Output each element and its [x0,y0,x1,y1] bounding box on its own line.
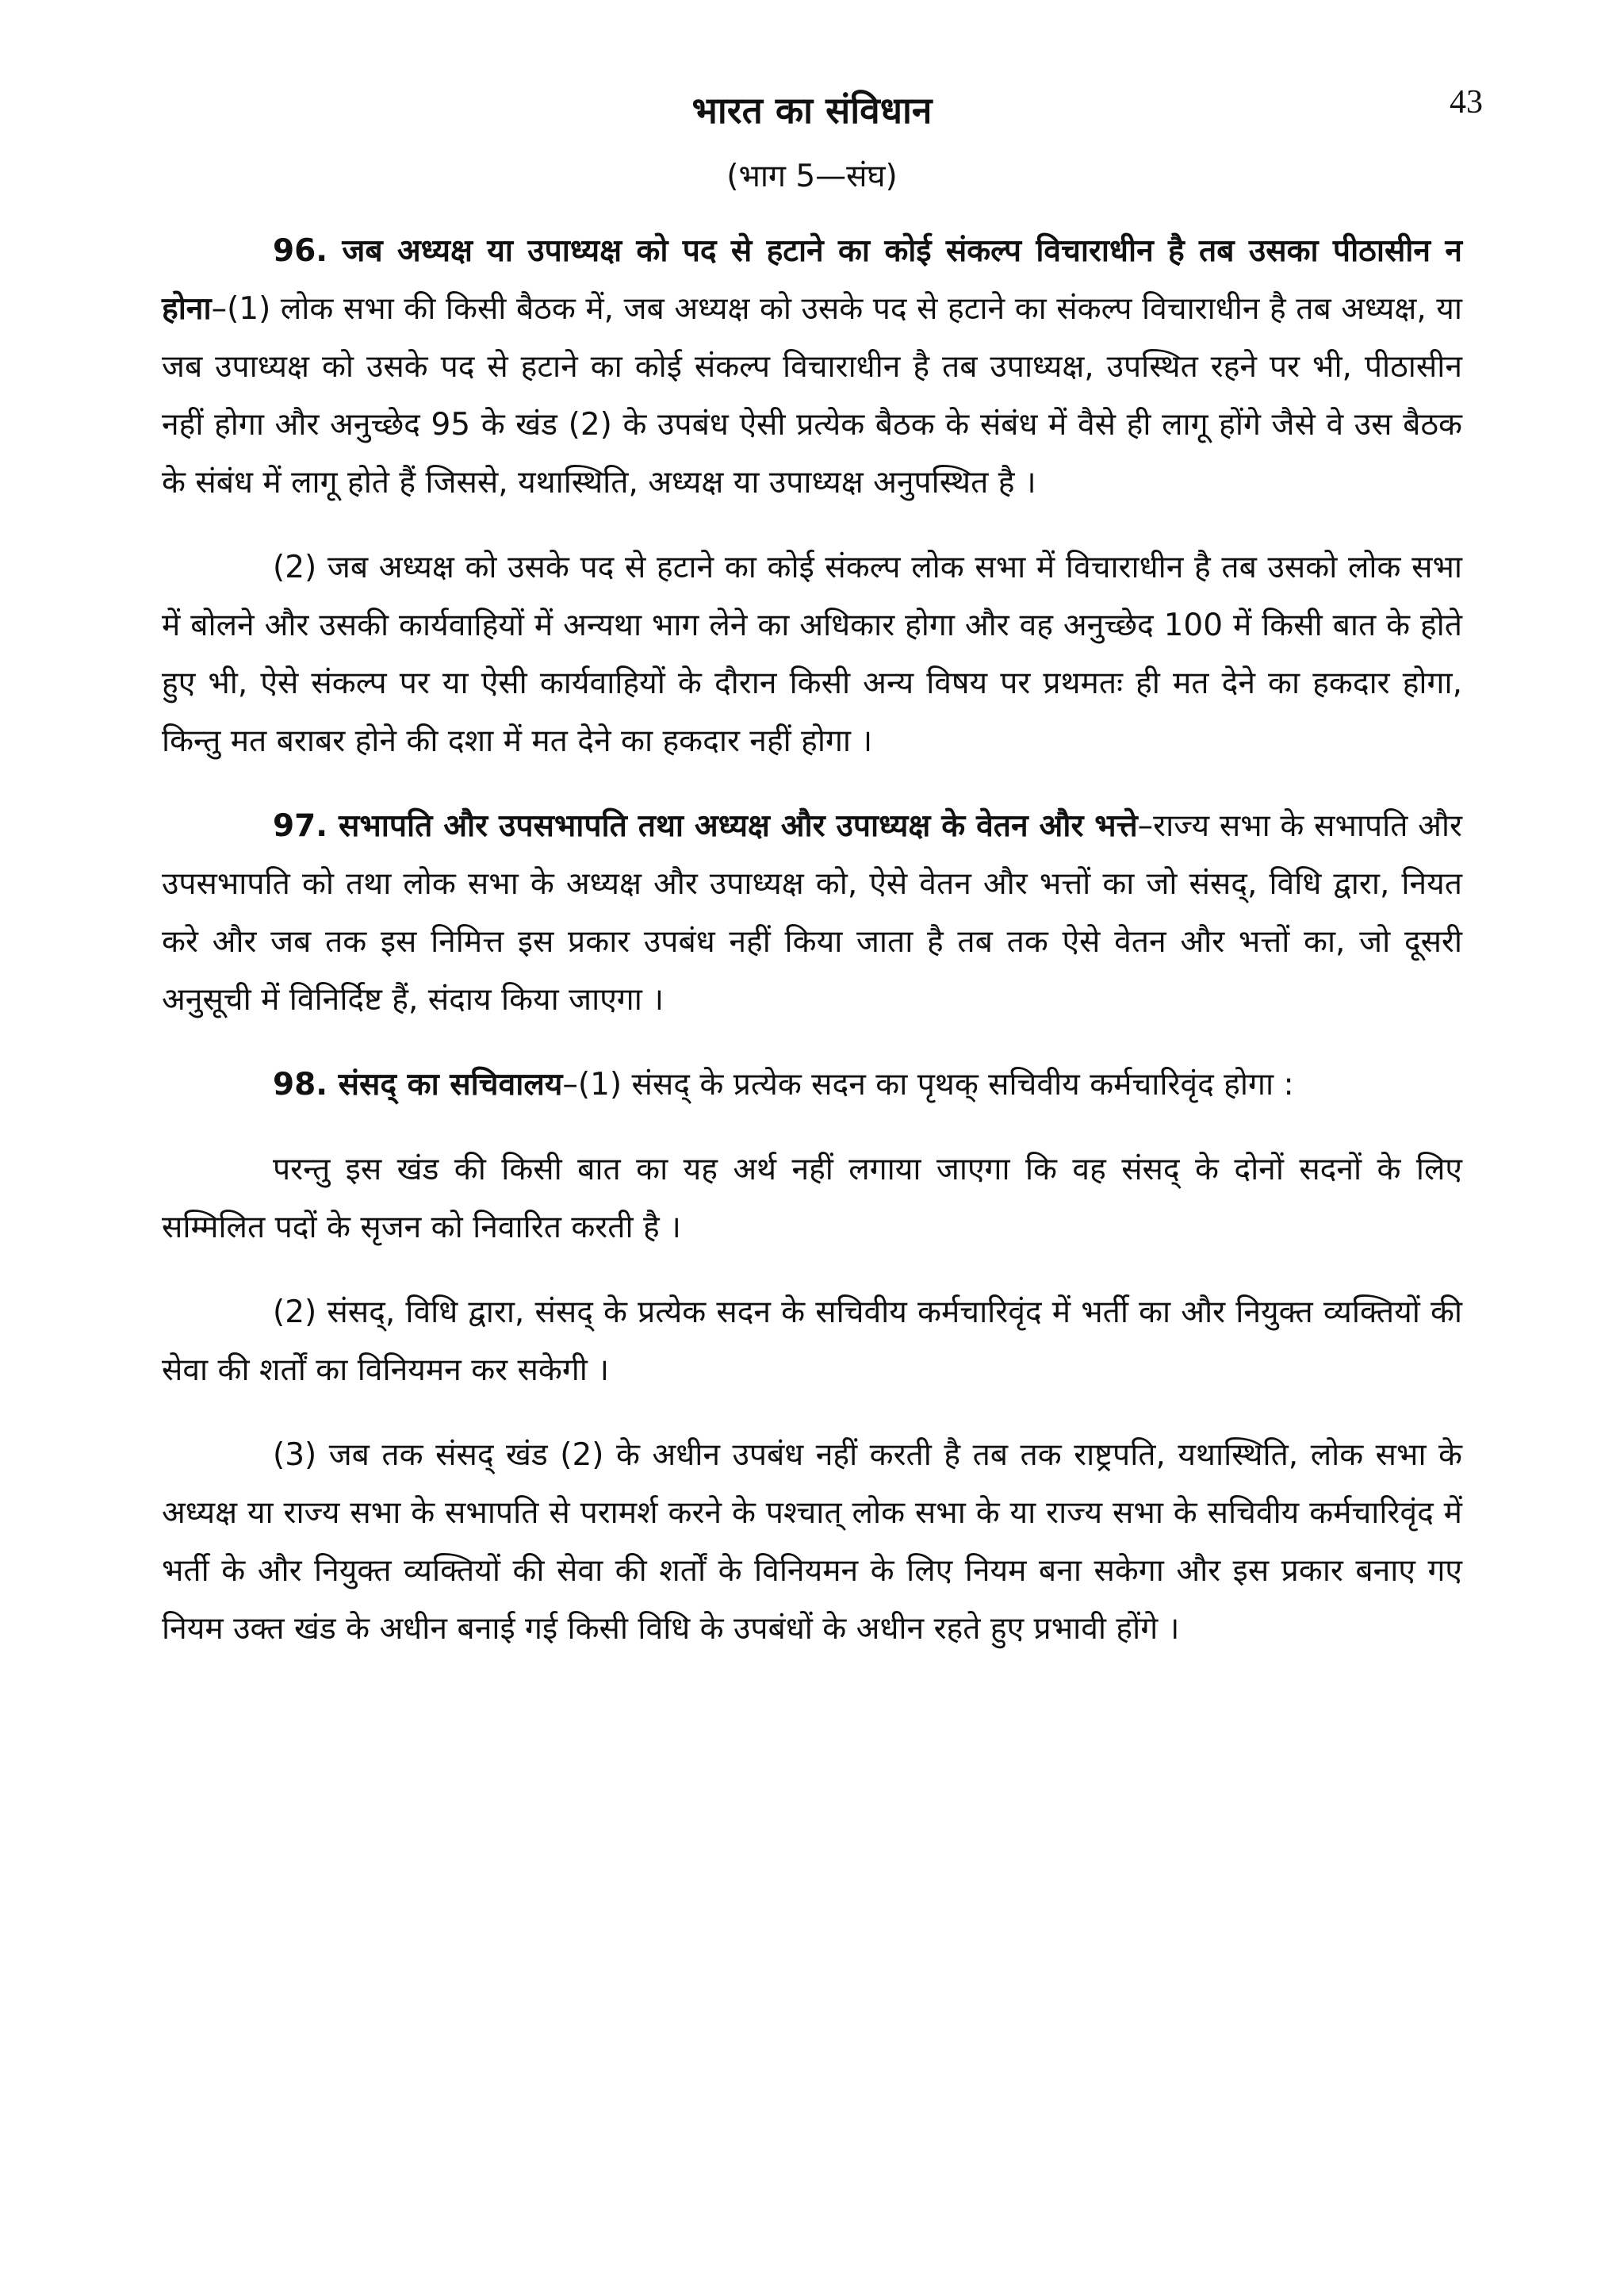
article-97 [162,797,1462,1029]
article-96-heading: 96. जब अध्यक्ष या उपाध्यक्ष को पद से हटाने का कोई संकल्प विचाराधीन है तब उसका पीठासीन न होना [162,233,1462,327]
document-title: भारत का संविधान [691,89,933,132]
document-part-subtitle: (भाग 5—संघ) [726,159,898,194]
page-number: 43 [1450,84,1483,121]
article-96-clause-2 [162,539,1462,770]
article-96-clause-1 [162,222,1462,512]
article-98-clause-3 [162,1426,1462,1658]
article-98-proviso-text: परन्तु इस खंड की किसी बात का यह अर्थ नहीं लगाया जाएगा कि वह संसद् के दोनों सदनों के लिए सम्मिलित पदों के सृजन को निवारित करती है । [162,1152,1462,1245]
article-98-clause-2 [162,1283,1462,1399]
article-97-heading: 97. सभापति और उपसभापति तथा अध्यक्ष और उपाध्यक्ष के वेतन और भत्ते [273,808,1138,844]
article-98-clause-1 [162,1056,1462,1114]
article-97-text: –राज्य सभा के सभापति और उपसभापति को तथा लोक सभा के अध्यक्ष और उपाध्यक्ष को, ऐसे वेतन और भत्तों का जो संसद्, विधि द्वारा, नियत करे और जब तक इस निमित्त इस प्रकार उपबंध नहीं किया जाता है तब तक ऐसे वेतन और भत्तों का, जो दूसरी अनुसूची में विनिर्दिष्ट हैं, संदाय किया जाएगा । [162,808,1462,1018]
article-98-clause-1-text: –(1) संसद् के प्रत्येक सदन का पृथक् सचिवीय कर्मचारिवृंद होगा : [562,1067,1294,1102]
article-98-clause-2-text: (2) संसद्, विधि द्वारा, संसद् के प्रत्येक सदन के सचिवीय कर्मचारिवृंद में भर्ती का और नियुक्त व्यक्तियों की सेवा की शर्तों का विनियमन कर सकेगी । [162,1294,1462,1388]
article-98-proviso [162,1141,1462,1256]
article-96-clause-2-text: (2) जब अध्यक्ष को उसके पद से हटाने का कोई संकल्प लोक सभा में विचाराधीन है तब उसको लोक सभा में बोलने और उसकी कार्यवाहियों में अन्यथा भाग लेने का अधिकार होगा और वह अनुच्छेद 100 में किसी बात के होते हुए भी, ऐसे संकल्प पर या ऐसी कार्यवाहियों के दौरान किसी अन्य विषय पर प्रथमतः ही मत देने का हकदार होगा, किन्तु मत बराबर होने की दशा में मत देने का हकदार नहीं होगा । [162,550,1462,759]
document-body [162,222,1462,1685]
article-98-clause-3-text: (3) जब तक संसद् खंड (2) के अधीन उपबंध नहीं करती है तब तक राष्ट्रपति, यथास्थिति, लोक सभा के अध्यक्ष या राज्य सभा के सभापति से परामर्श करने के पश्चात् लोक सभा के या राज्य सभा के सचिवीय कर्मचारिवृंद में भर्ती के और नियुक्त व्यक्तियों की सेवा की शर्तों के विनियमन के लिए नियम बना सकेगा और इस प्रकार बनाए गए नियम उक्त खंड के अधीन बनाई गई किसी विधि के उपबंधों के अधीन रहते हुए प्रभावी होंगे । [162,1437,1462,1647]
article-96-clause-1-text: –(1) लोक सभा की किसी बैठक में, जब अध्यक्ष को उसके पद से हटाने का संकल्प विचाराधीन है तब अध्यक्ष, या जब उपाध्यक्ष को उसके पद से हटाने का कोई संकल्प विचाराधीन है तब उपाध्यक्ष, उपस्थित रहने पर भी, पीठासीन नहीं होगा और अनुच्छेद 95 के खंड (2) के उपबंध ऐसी प्रत्येक बैठक के संबंध में वैसे ही लागू होंगे जैसे वे उस बैठक के संबंध में लागू होते हैं जिससे, यथास्थिति, अध्यक्ष या उपाध्यक्ष अनुपस्थित है । [162,291,1462,500]
article-98-heading: 98. संसद् का सचिवालय [273,1067,563,1102]
